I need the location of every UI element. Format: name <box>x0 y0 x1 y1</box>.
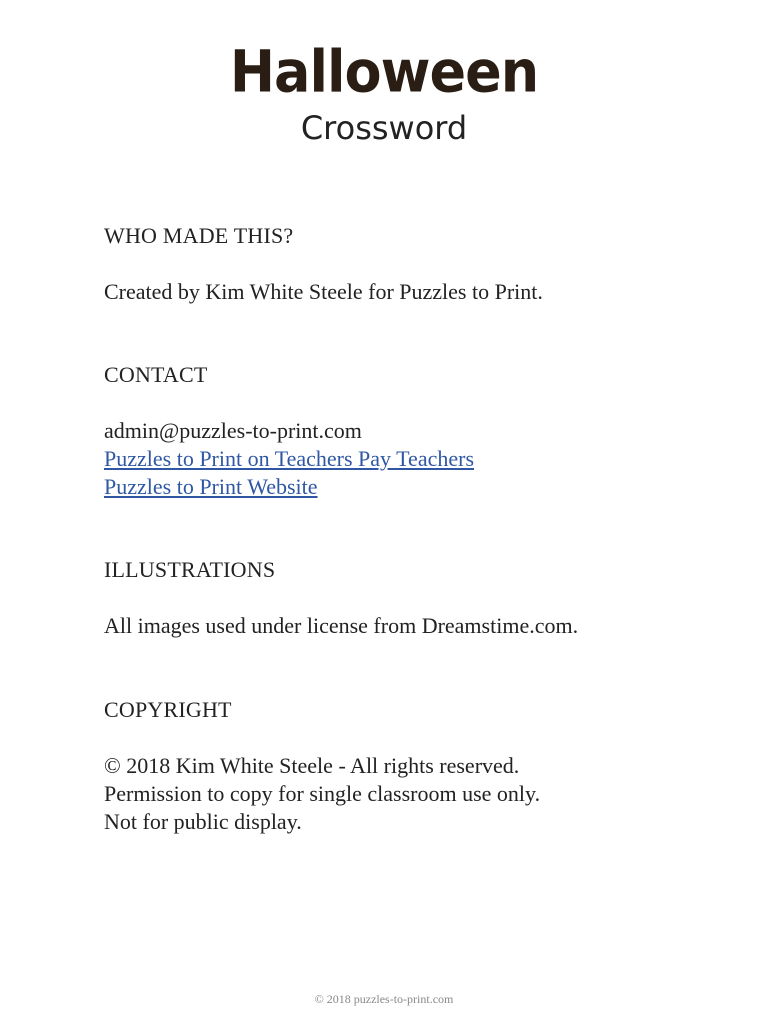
classroom-permission: Permission to copy for single classroom use only. <box>104 781 541 806</box>
who-made-this-section <box>104 222 704 306</box>
page-title: Halloween <box>229 37 539 106</box>
contact-section <box>104 361 704 501</box>
copyright-heading: COPYRIGHT <box>104 697 232 722</box>
website-link[interactable]: Puzzles to Print Website <box>104 474 318 499</box>
page-header <box>0 37 768 148</box>
copyright-section <box>104 696 704 836</box>
contact-email: admin@puzzles-to-print.com <box>104 418 362 443</box>
contact-heading: CONTACT <box>104 362 208 387</box>
tpt-store-link[interactable]: Puzzles to Print on Teachers Pay Teachers <box>104 446 475 471</box>
illustrations-license: All images used under license from Dreamstime.com. <box>104 613 579 638</box>
page-subtitle: Crossword <box>300 109 468 147</box>
page-footer: © 2018 puzzles-to-print.com <box>314 992 454 1006</box>
copyright-notice: © 2018 Kim White Steele - All rights reserved. <box>104 753 520 778</box>
illustrations-section <box>104 556 704 640</box>
creator-credit: Created by Kim White Steele for Puzzles to Print. <box>104 279 543 304</box>
who-made-this-heading: WHO MADE THIS? <box>104 223 294 248</box>
illustrations-heading: ILLUSTRATIONS <box>104 557 276 582</box>
display-restriction: Not for public display. <box>104 809 302 834</box>
